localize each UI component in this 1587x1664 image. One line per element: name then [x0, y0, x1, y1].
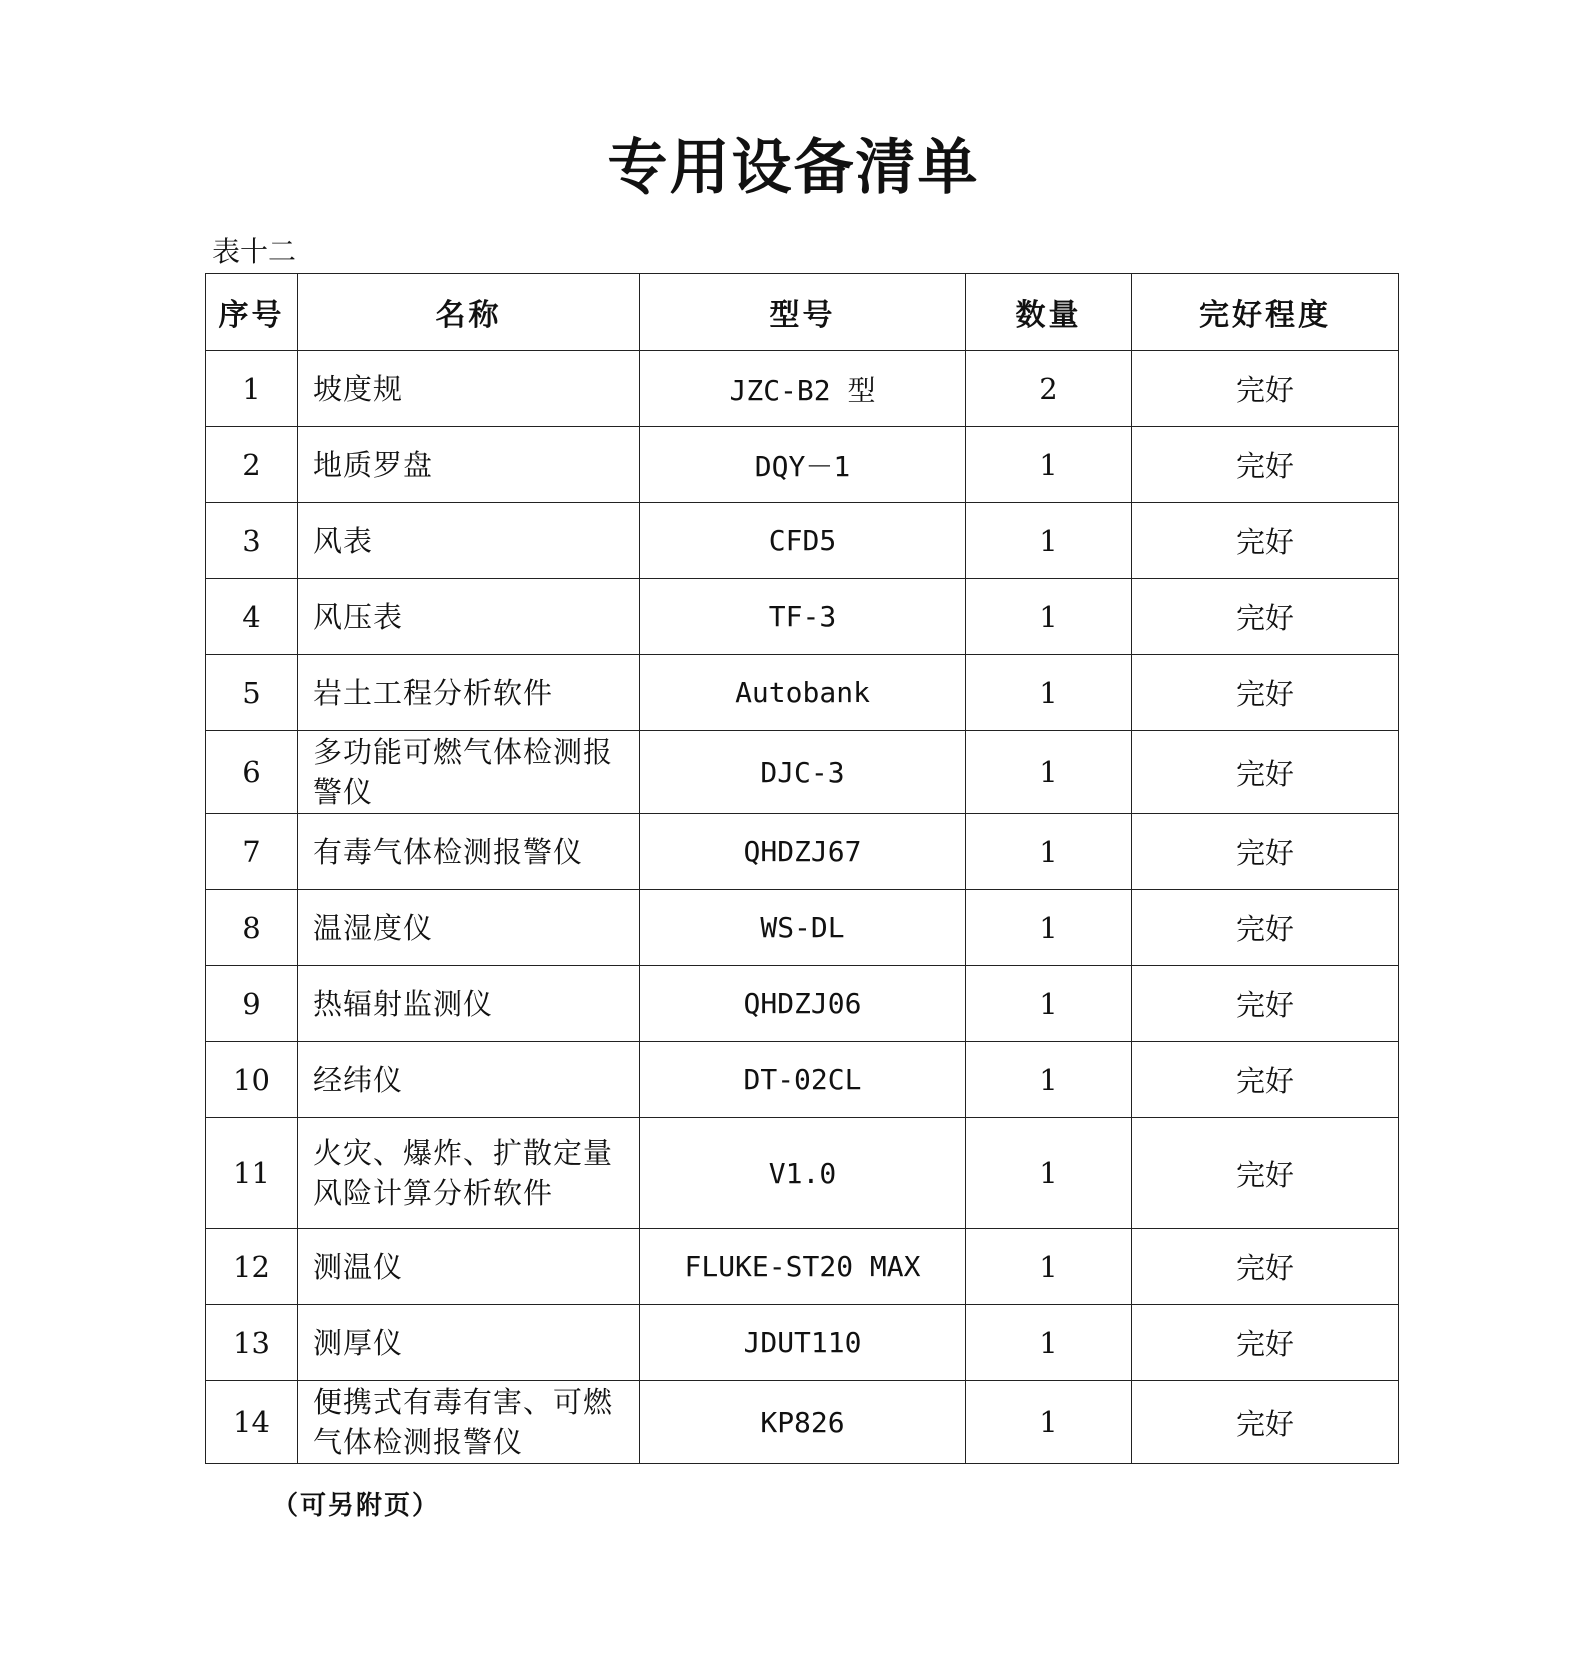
cell-model: JDUT110	[640, 1305, 966, 1381]
cell-index: 1	[206, 351, 298, 427]
cell-condition: 完好	[1132, 966, 1399, 1042]
cell-condition: 完好	[1132, 1118, 1399, 1229]
table-row	[206, 966, 1399, 1042]
cell-index: 9	[206, 966, 298, 1042]
table-row	[206, 503, 1399, 579]
cell-qty: 1	[966, 503, 1132, 579]
table-row	[206, 731, 1399, 814]
page-title: 专用设备清单	[607, 133, 980, 203]
header-qty: 数量	[966, 274, 1132, 351]
cell-model: QHDZJ67	[640, 814, 966, 890]
cell-condition: 完好	[1132, 814, 1399, 890]
cell-condition: 完好	[1132, 579, 1399, 655]
cell-qty: 2	[966, 351, 1132, 427]
table-row	[206, 1305, 1399, 1381]
cell-qty: 1	[966, 890, 1132, 966]
cell-model: Autobank	[640, 655, 966, 731]
cell-model: KP826	[640, 1381, 966, 1464]
cell-name: 经纬仪	[298, 1042, 640, 1118]
cell-condition: 完好	[1132, 1042, 1399, 1118]
cell-model: DQY－1	[640, 427, 966, 503]
cell-name: 岩土工程分析软件	[298, 655, 640, 731]
table-row	[206, 1381, 1399, 1464]
cell-condition: 完好	[1132, 1305, 1399, 1381]
cell-index: 10	[206, 1042, 298, 1118]
table-row	[206, 890, 1399, 966]
cell-index: 7	[206, 814, 298, 890]
table-row	[206, 351, 1399, 427]
cell-name: 有毒气体检测报警仪	[298, 814, 640, 890]
table-header-row	[206, 274, 1399, 351]
cell-name: 便携式有毒有害、可燃气体检测报警仪	[298, 1381, 640, 1464]
header-condition: 完好程度	[1132, 274, 1399, 351]
cell-condition: 完好	[1132, 890, 1399, 966]
table-label: 表十二	[212, 235, 297, 268]
cell-qty: 1	[966, 814, 1132, 890]
header-name: 名称	[298, 274, 640, 351]
cell-condition: 完好	[1132, 351, 1399, 427]
cell-qty: 1	[966, 1042, 1132, 1118]
cell-name: 风表	[298, 503, 640, 579]
table-row	[206, 1042, 1399, 1118]
cell-index: 2	[206, 427, 298, 503]
cell-model: FLUKE-ST20 MAX	[640, 1229, 966, 1305]
cell-name: 坡度规	[298, 351, 640, 427]
cell-qty: 1	[966, 427, 1132, 503]
cell-index: 5	[206, 655, 298, 731]
cell-model: CFD5	[640, 503, 966, 579]
cell-model: JZC-B2 型	[640, 351, 966, 427]
cell-qty: 1	[966, 1381, 1132, 1464]
table-row	[206, 579, 1399, 655]
cell-name: 热辐射监测仪	[298, 966, 640, 1042]
cell-qty: 1	[966, 579, 1132, 655]
cell-model: V1.0	[640, 1118, 966, 1229]
cell-name: 地质罗盘	[298, 427, 640, 503]
cell-index: 3	[206, 503, 298, 579]
cell-index: 4	[206, 579, 298, 655]
cell-name: 测厚仪	[298, 1305, 640, 1381]
cell-condition: 完好	[1132, 1229, 1399, 1305]
cell-name: 多功能可燃气体检测报警仪	[298, 731, 640, 814]
cell-qty: 1	[966, 1229, 1132, 1305]
header-index: 序号	[206, 274, 298, 351]
cell-name: 火灾、爆炸、扩散定量风险计算分析软件	[298, 1118, 640, 1229]
footnote-attach-pages: （可另附页）	[272, 1491, 441, 1521]
cell-condition: 完好	[1132, 731, 1399, 814]
cell-name: 测温仪	[298, 1229, 640, 1305]
cell-index: 6	[206, 731, 298, 814]
cell-model: WS-DL	[640, 890, 966, 966]
cell-condition: 完好	[1132, 503, 1399, 579]
cell-model: QHDZJ06	[640, 966, 966, 1042]
cell-qty: 1	[966, 1305, 1132, 1381]
cell-condition: 完好	[1132, 427, 1399, 503]
table-row	[206, 655, 1399, 731]
cell-qty: 1	[966, 966, 1132, 1042]
cell-model: DT-02CL	[640, 1042, 966, 1118]
cell-qty: 1	[966, 1118, 1132, 1229]
cell-name: 温湿度仪	[298, 890, 640, 966]
cell-index: 14	[206, 1381, 298, 1464]
equipment-table	[205, 273, 1399, 1464]
table-row	[206, 427, 1399, 503]
table-row	[206, 1229, 1399, 1305]
cell-qty: 1	[966, 731, 1132, 814]
cell-condition: 完好	[1132, 1381, 1399, 1464]
cell-model: TF-3	[640, 579, 966, 655]
cell-condition: 完好	[1132, 655, 1399, 731]
cell-index: 8	[206, 890, 298, 966]
header-model: 型号	[640, 274, 966, 351]
cell-index: 11	[206, 1118, 298, 1229]
cell-index: 13	[206, 1305, 298, 1381]
table-row	[206, 1118, 1399, 1229]
cell-name: 风压表	[298, 579, 640, 655]
cell-qty: 1	[966, 655, 1132, 731]
table-row	[206, 814, 1399, 890]
cell-model: DJC-3	[640, 731, 966, 814]
cell-index: 12	[206, 1229, 298, 1305]
